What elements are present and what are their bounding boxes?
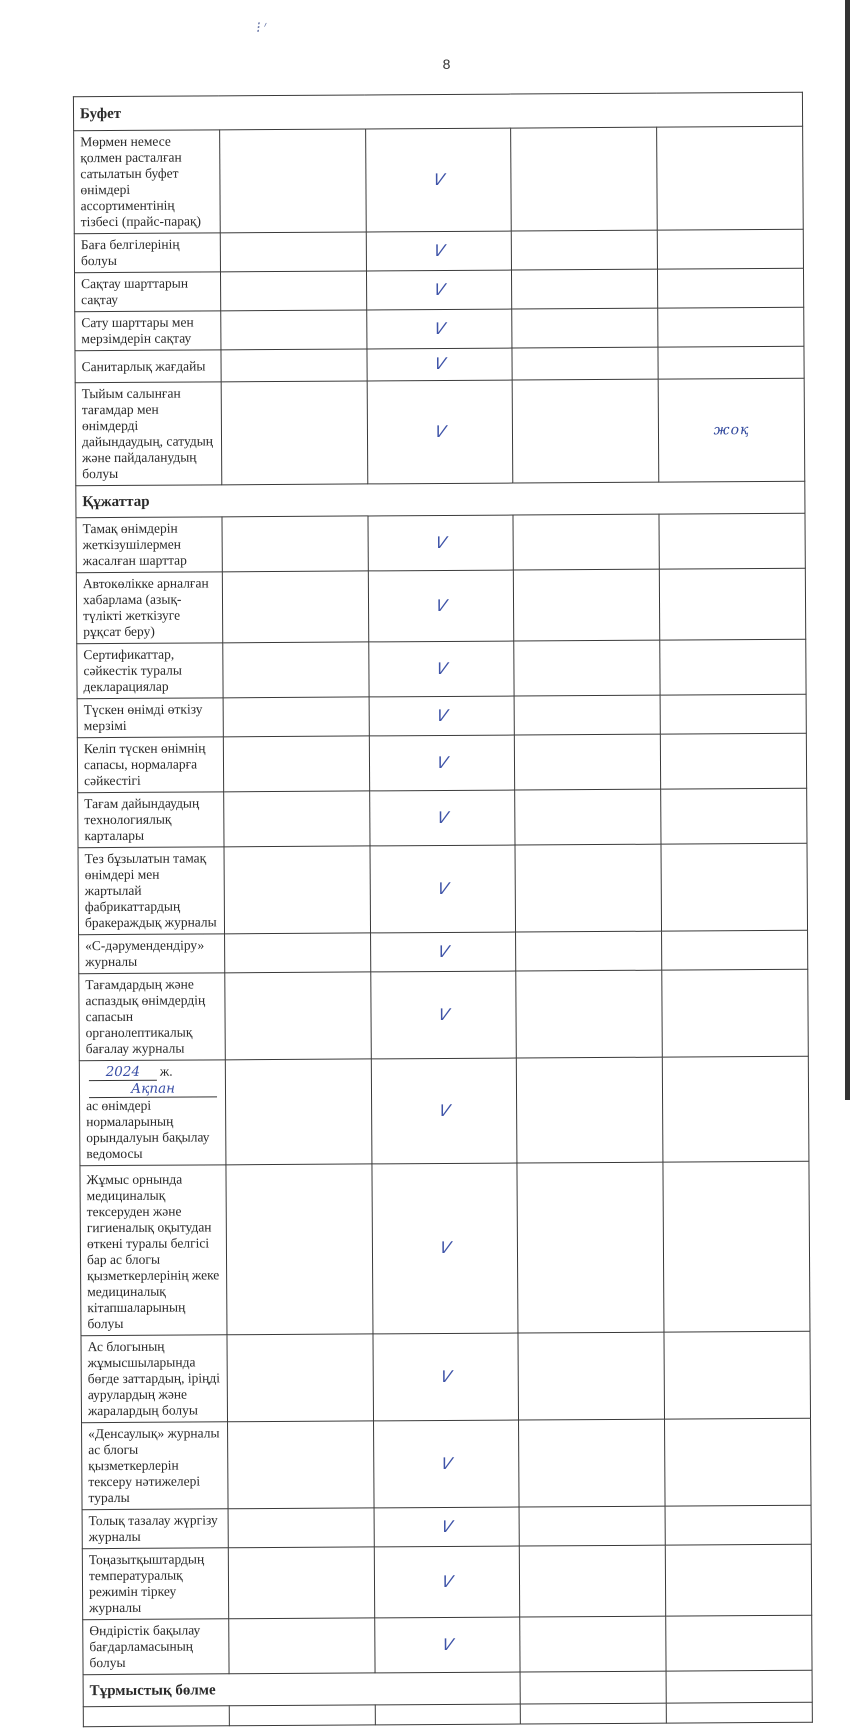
cell-empty <box>221 381 367 485</box>
item-text: Толық тазалау жүргізу журналы <box>82 1509 228 1549</box>
cell-note <box>658 378 804 482</box>
checklist-table <box>73 92 813 1727</box>
cell-note <box>661 733 807 789</box>
page-number: 8 <box>442 56 451 72</box>
cell-note <box>663 1161 810 1332</box>
table-row <box>75 346 804 382</box>
cell-empty <box>520 1545 666 1617</box>
cell-note <box>660 639 806 695</box>
table-row <box>83 1615 812 1674</box>
item-text: Келіп түскен өнімнің сапасы, нормаларға сәйкестігі <box>77 737 223 793</box>
checkmark-icon: V <box>439 1571 455 1591</box>
cell-empty <box>226 1164 373 1335</box>
section-title: Тұрмыстық бөлме <box>83 1672 521 1707</box>
vedomost-text-line2: орындалуын бақылау ведомосы <box>86 1129 210 1162</box>
table-row <box>75 307 804 350</box>
cell-note <box>659 513 805 569</box>
cell-empty <box>227 1334 373 1422</box>
cell-check <box>369 735 515 791</box>
cell-empty <box>375 1704 521 1725</box>
table-row-partial <box>83 1702 812 1726</box>
cell-note <box>658 346 804 379</box>
item-text: «Денсаулық» журналы ас блогы қызметкерлерін тексеру нәтижелері туралы <box>82 1422 228 1510</box>
cell-note <box>665 1418 811 1506</box>
cell-note <box>658 268 804 308</box>
checkmark-icon: V <box>439 1516 454 1536</box>
item-text: Тыйым салынған тағамдар мен өнімдерді дайындаудың, сатудың және пайдаланудың болуы <box>75 382 221 486</box>
handwritten-year: 2024 <box>89 1064 157 1081</box>
cell-empty <box>228 1547 374 1619</box>
cell-note <box>661 843 807 931</box>
cell-check <box>374 1617 520 1673</box>
cell-empty <box>517 1057 663 1163</box>
cell-empty <box>513 514 659 570</box>
cell-note <box>657 229 803 269</box>
cell-empty <box>222 516 368 572</box>
cell-empty <box>227 1421 373 1509</box>
table-row <box>78 843 808 934</box>
cell-empty <box>514 640 660 696</box>
cell-empty <box>229 1618 375 1674</box>
table-row <box>77 694 806 737</box>
cell-check <box>367 380 513 484</box>
cell-check <box>370 971 516 1059</box>
item-text: Тағамдардың және аспаздық өнімдердің сапасын органолептикалық бағалау журналы <box>79 973 225 1061</box>
table-row <box>82 1505 811 1548</box>
cell-empty <box>224 933 370 973</box>
cell-empty <box>514 695 660 735</box>
checkmark-icon: V <box>436 941 451 961</box>
cell-check <box>367 348 513 381</box>
checkmark-icon: V <box>435 878 450 898</box>
checkmark-icon: V <box>437 1237 453 1258</box>
cell-note <box>666 1615 812 1671</box>
cell-empty <box>515 734 661 790</box>
table-row <box>74 229 803 272</box>
cell-check <box>370 845 516 933</box>
item-text: Сақтау шарттарын сақтау <box>74 272 220 312</box>
cell-empty <box>512 308 658 348</box>
cell-check <box>374 1507 520 1547</box>
cell-check <box>366 270 512 310</box>
cell-check <box>365 128 511 232</box>
cell-empty <box>229 1705 375 1726</box>
cell-empty <box>512 230 658 270</box>
cell-check <box>373 1420 519 1508</box>
cell-note <box>660 568 806 640</box>
cell-empty <box>223 736 369 792</box>
checkmark-icon: V <box>435 807 450 827</box>
table-row <box>74 268 803 311</box>
cell-empty <box>520 1671 666 1704</box>
cell-empty <box>520 1616 666 1672</box>
cell-check <box>366 309 512 349</box>
table-row <box>82 1418 812 1509</box>
cell-empty <box>221 349 367 382</box>
table-row <box>77 639 806 698</box>
handwritten-month: Ақпан <box>89 1080 217 1098</box>
section-title: Буфет <box>73 92 802 130</box>
cell-empty <box>223 791 369 847</box>
table-row <box>80 1161 810 1335</box>
cell-empty <box>666 1670 812 1703</box>
cell-empty <box>219 129 365 233</box>
item-text: «С-дәрумендендіру» журналы <box>79 934 225 974</box>
cell-empty <box>225 972 371 1060</box>
cell-empty <box>521 1703 667 1724</box>
table-row <box>77 733 806 792</box>
cell-empty <box>220 271 366 311</box>
cell-empty <box>666 1702 812 1723</box>
item-text: Мөрмен немесе қолмен расталған сатылатын буфет өнімдері ассортиментінің тізбесі (прайс-парақ) <box>74 130 220 234</box>
cell-empty <box>221 310 367 350</box>
item-text: Автокөлікке арналған хабарлама (азық-түлікті жеткізуге рұқсат беру) <box>76 572 222 644</box>
cell-check <box>368 515 514 571</box>
cell-check <box>368 641 514 697</box>
checkmark-icon: V <box>432 318 447 338</box>
table-row <box>79 930 808 973</box>
cell-note <box>665 1505 811 1545</box>
cell-empty <box>512 269 658 309</box>
cell-empty <box>223 697 369 737</box>
cell-note <box>662 1056 808 1162</box>
cell-check <box>371 1058 517 1164</box>
checkmark-icon: V <box>432 353 447 374</box>
cell-empty <box>515 789 661 845</box>
checkmark-icon: V <box>434 595 449 615</box>
cell-note <box>660 694 806 734</box>
checkmark-icon: V <box>434 658 449 678</box>
item-text: Жұмыс орнында медициналық тексеруден және гигиеналық оқытудан өткені туралы белгісі бар ас блогы қызметкерлерінің жеке медициналық кітапшаларының болуы <box>80 1165 227 1336</box>
cell-check <box>374 1546 520 1618</box>
cell-empty <box>220 232 366 272</box>
item-text: Тағам дайындаудың технологиялық карталары <box>78 792 224 848</box>
cell-check <box>373 1333 519 1421</box>
cell-note <box>664 1331 810 1419</box>
cell-note <box>657 126 803 230</box>
cell-empty <box>224 846 370 934</box>
checkmark-icon: V <box>434 752 450 772</box>
table-row <box>76 568 805 643</box>
item-text: Тамақ өнімдерін жеткізушілермен жасалған шарттар <box>76 517 222 573</box>
checkmark-icon: V <box>434 705 449 725</box>
cell-empty <box>83 1706 229 1727</box>
table-row <box>78 788 807 847</box>
checkmark-icon: V <box>437 1100 452 1120</box>
cell-empty <box>519 1419 665 1507</box>
cell-check <box>370 932 516 972</box>
checkmark-icon: V <box>436 1004 451 1024</box>
cell-check <box>372 1163 519 1334</box>
item-text: Өндірістік бақылау бағдарламасының болуы <box>83 1619 229 1675</box>
cell-check <box>368 570 514 642</box>
table-row-vedomost <box>79 1056 809 1165</box>
cell-empty <box>518 1332 664 1420</box>
section-header-bufet <box>73 92 802 130</box>
cell-check <box>366 231 512 271</box>
cell-empty <box>225 1059 371 1165</box>
item-text: Тез бұзылатын тамақ өнімдері мен жартылай фабрикаттардың бракераждық журналы <box>78 847 224 935</box>
vedomost-text-line1: ас өнімдері нормаларының <box>86 1097 174 1130</box>
cell-empty <box>517 1162 664 1333</box>
item-text: Сертификаттар, сәйкестік туралы декларациялар <box>77 643 223 699</box>
handwritten-note: жоқ <box>713 422 750 439</box>
cell-empty <box>516 931 662 971</box>
checkmark-icon: V <box>439 1453 454 1473</box>
checkmark-icon: V <box>432 279 447 299</box>
cell-note <box>658 307 804 347</box>
cell-empty <box>222 571 368 643</box>
year-suffix: ж. <box>159 1063 173 1079</box>
table-row <box>76 513 805 572</box>
cell-empty <box>511 127 657 231</box>
cell-empty <box>228 1508 374 1548</box>
cell-check <box>369 790 515 846</box>
cell-note <box>662 969 808 1057</box>
item-text: Санитарлық жағдайы <box>75 350 221 383</box>
cell-empty <box>519 1506 665 1546</box>
item-text: Ас блогының жұмысшыларында бөгде заттардың, іріңді аурулардың және жаралардың болуы <box>81 1335 227 1423</box>
cell-empty <box>223 642 369 698</box>
cell-note <box>661 788 807 844</box>
item-text: Баға белгілерінің болуы <box>74 233 220 273</box>
checkmark-icon: V <box>431 169 446 189</box>
cell-empty <box>516 970 662 1058</box>
checkmark-icon: V <box>431 240 447 260</box>
section-title: Құжаттар <box>76 481 805 517</box>
cell-empty <box>515 844 661 932</box>
checkmark-icon: V <box>433 532 448 552</box>
stray-pen-mark: ⁝ ׳ <box>254 19 269 37</box>
table-row <box>75 378 805 485</box>
checkmark-icon: V <box>432 421 448 441</box>
item-text <box>79 1060 225 1166</box>
item-text: Тоңазытқыштардың температуралық режимін тіркеу журналы <box>82 1548 228 1620</box>
cell-note <box>662 930 808 970</box>
table-row <box>79 969 809 1060</box>
cell-check <box>369 696 515 736</box>
cell-empty <box>514 569 660 641</box>
checkmark-icon: V <box>440 1634 455 1654</box>
cell-empty <box>512 347 658 380</box>
item-text: Түскен өнімді өткізу мерзімі <box>77 698 223 738</box>
cell-empty <box>513 379 659 483</box>
checkmark-icon: V <box>438 1366 453 1386</box>
table-row <box>74 126 804 233</box>
section-header-turmystyk <box>83 1670 812 1706</box>
table-row <box>82 1544 811 1619</box>
item-text: Сату шарттары мен мерзімдерін сақтау <box>75 311 221 351</box>
table-row <box>81 1331 811 1422</box>
cell-note <box>665 1544 811 1616</box>
section-header-kuzhattar <box>76 481 805 517</box>
